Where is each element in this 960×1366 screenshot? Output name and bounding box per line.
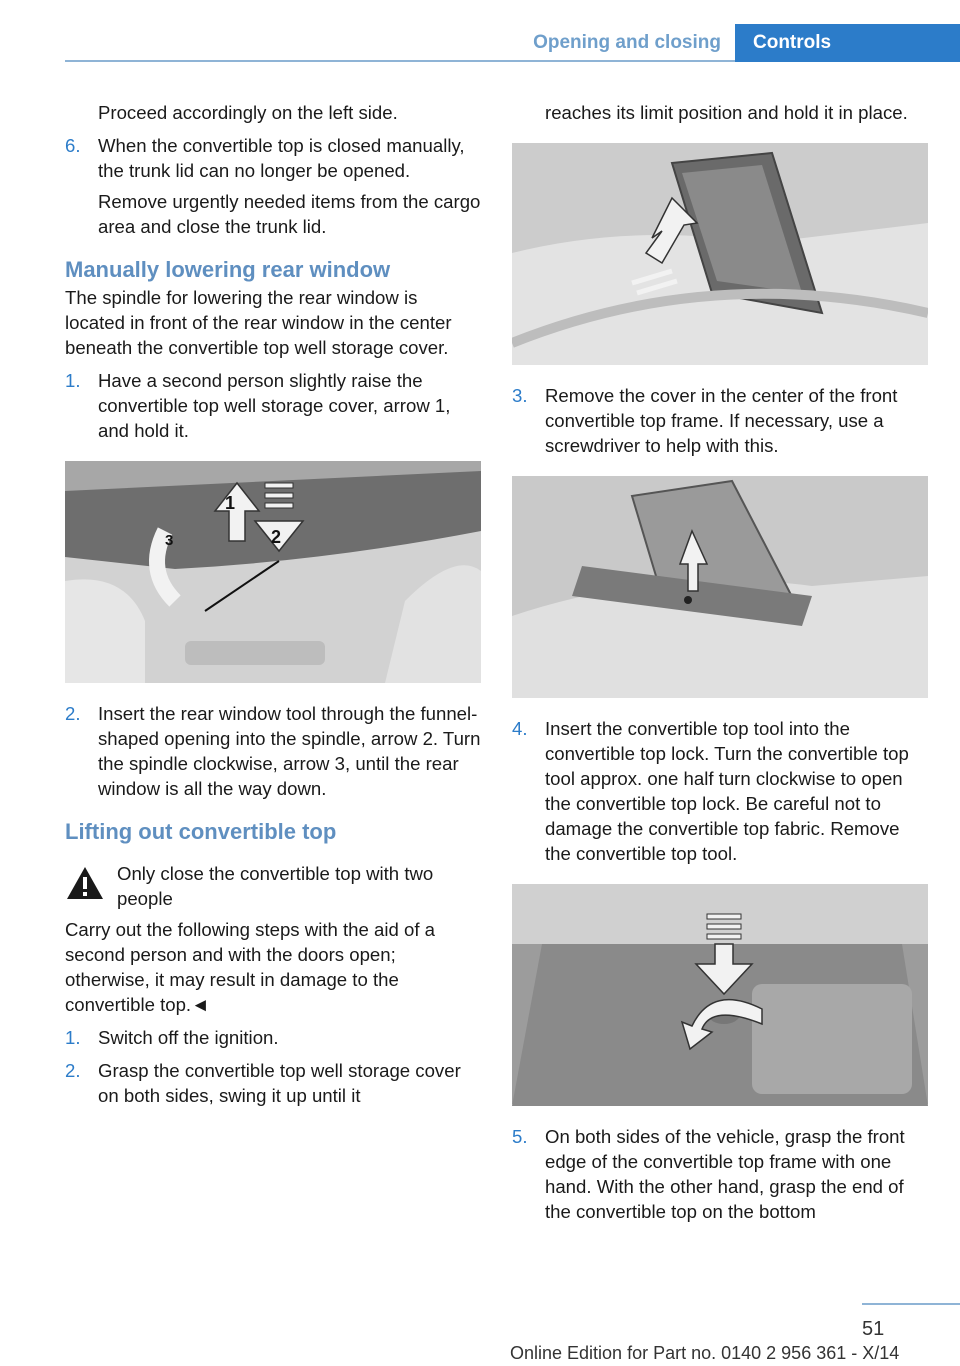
step-b1 [65,1025,481,1050]
step-number: 6. [65,135,81,156]
step-b2-continued: reaches its limit position and hold it in place. [545,102,908,123]
paragraph-two-people: Carry out the following steps with the aid of a second person and with the doors open; otherwise, it may result in damage to the convertible top.◄ [65,919,436,1015]
left-column [65,100,481,1116]
step-b5 [512,1124,928,1224]
step-number: 5. [512,1126,528,1147]
step-a1 [65,368,481,443]
intro-line: Proceed accordingly on the left side. [98,102,398,123]
step-b3 [512,383,928,458]
footer-edition[interactable]: Online Edition for Part no. 0140 2 956 361 - X/14 [510,1343,900,1363]
figure-rear-window-spindle [65,461,481,683]
step-text: Remove the cover in the center of the front convertible top frame. If necessary, use a screwdriver to help with this. [545,385,898,456]
step-text: When the convertible top is closed manually, the trunk lid can no longer be opened. [98,135,465,181]
header-chapter-tab[interactable]: Controls [735,24,960,62]
step-number: 4. [512,718,528,739]
fig-label-2: 2 [271,527,282,547]
fig-label-3: 3 [165,532,174,549]
step-a2 [65,701,481,801]
page-number: 51 [862,1318,885,1340]
step-b4 [512,716,928,866]
step-number: 2. [65,703,81,724]
warning-triangle-icon [65,865,105,907]
step-text: Insert the rear window tool through the funnel-shaped opening into the spindle, arrow 2. Turn the spindle clockwise, arrow 3, until the rear window is all the way down. [98,703,481,799]
paragraph-spindle: The spindle for lowering the rear window is located in front of the rear window in the center beneath the convertible top well storage cover. [65,287,452,358]
header-section[interactable]: Opening and closing [533,32,721,53]
step-number: 1. [65,370,81,391]
figure-top-lock [512,884,928,1106]
step-number: 3. [512,385,528,406]
heading-lifting-out-top: Lifting out convertible top [65,819,337,844]
warning-text: Only close the convertible top with two people [117,863,434,909]
step-text: Switch off the ignition. [98,1027,279,1048]
warning-block [65,861,481,911]
footer-rule [862,1303,960,1305]
step-text: On both sides of the vehicle, grasp the front edge of the convertible top frame with one hand. With the other hand, grasp the end of the convertible top on the bottom [545,1126,905,1222]
step-text: Insert the convertible top tool into the convertible top lock. Turn the convertible top tool approx. one half turn clockwise to open the convertible top lock. Be careful not to damage the convertible top fabric. Remove the convertible top tool. [545,718,909,864]
step-text: Grasp the convertible top well storage cover on both sides, swing it up until it [98,1060,461,1106]
step-number: 1. [65,1027,81,1048]
step-text: Have a second person slightly raise the convertible top well storage cover, arrow 1, and hold it. [98,370,451,441]
figure-storage-cover-raised [512,143,928,365]
right-column [512,100,928,1232]
fig-label-1: 1 [225,493,236,513]
heading-lowering-rear-window: Manually lowering rear window [65,257,391,282]
figure-front-frame-cover [512,476,928,698]
step-6-subtext: Remove urgently needed items from the cargo area and close the trunk lid. [98,191,481,237]
step-number: 2. [65,1060,81,1081]
step-6 [65,133,481,183]
step-b2 [65,1058,481,1108]
